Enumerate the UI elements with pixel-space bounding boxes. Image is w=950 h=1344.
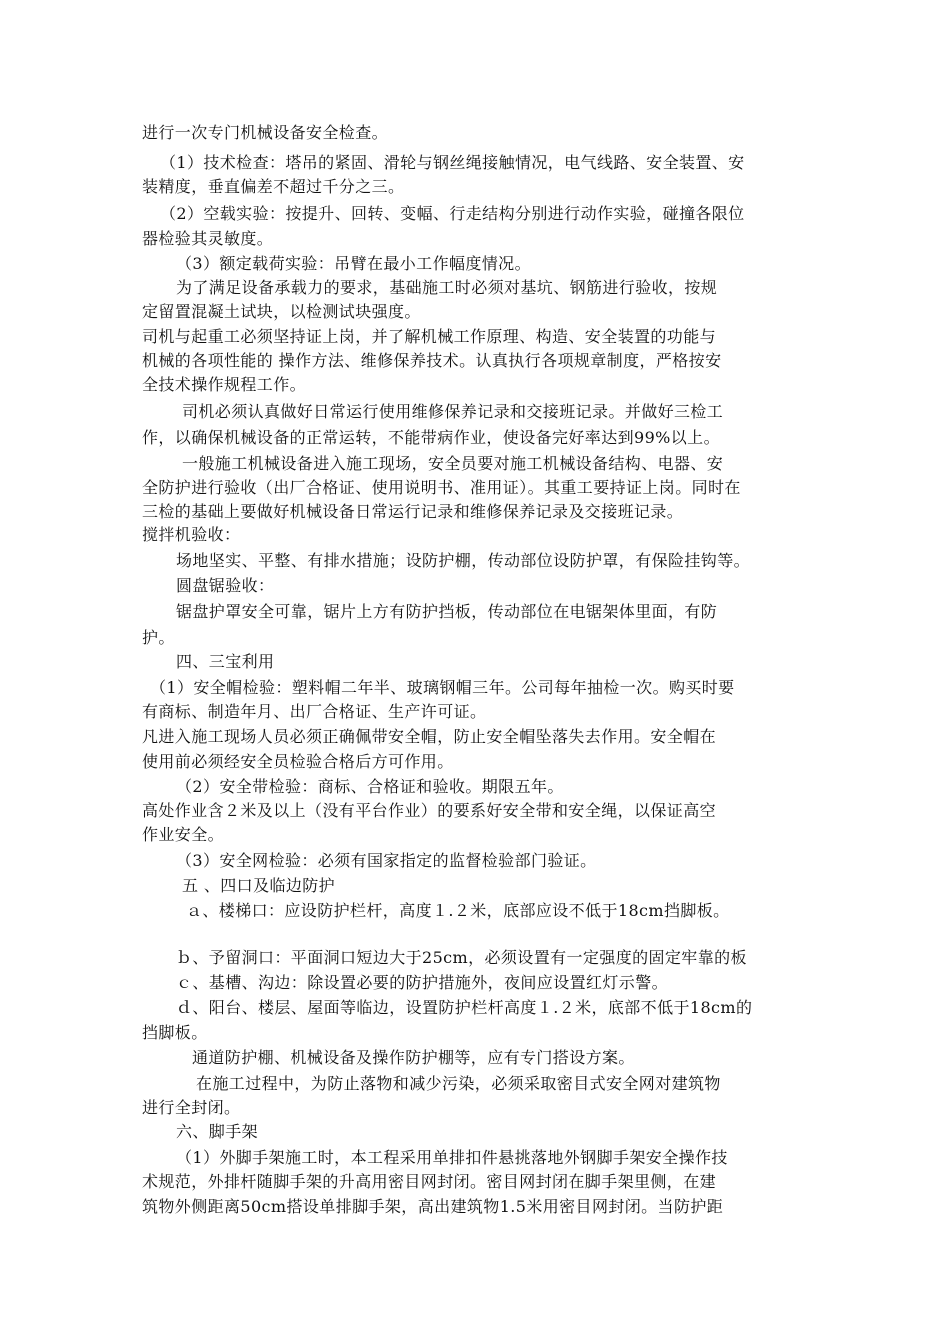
text-line: 三检的基础上要做好机械设备日常运行记录和维修保养记录及交接班记录。 xyxy=(142,502,684,521)
text-line: 全防护进行验收（出厂合格证、使用说明书、准用证）。其重工要持证上岗。同时在 xyxy=(142,478,741,497)
text-line: （1）外脚手架施工时，本工程采用单排扣件悬挑落地外钢脚手架安全操作技 xyxy=(176,1148,728,1167)
text-line: 作业安全。 xyxy=(142,825,225,844)
text-line: 搅拌机验收： xyxy=(142,525,241,544)
text-line: 进行全封闭。 xyxy=(142,1098,241,1117)
section-heading: 六、脚手架 xyxy=(176,1122,259,1141)
text-line: 挡脚板。 xyxy=(142,1023,208,1042)
text-line: 司机必须认真做好日常运行使用维修保养记录和交接班记录。并做好三检工 xyxy=(182,402,724,421)
text-line: 场地坚实、平整、有排水措施；设防护棚，传动部位设防护罩，有保险挂钩等。 xyxy=(176,551,751,570)
section-heading: 五 、四口及临边防护 xyxy=(182,876,336,895)
text-line: 全技术操作规程工作。 xyxy=(142,375,307,394)
text-line: （2）安全带检验：商标、合格证和验收。期限五年。 xyxy=(176,777,564,796)
section-heading: 四、三宝利用 xyxy=(176,652,275,671)
text-line: 在施工过程中，为防止落物和减少污染，必须采取密目式安全网对建筑物 xyxy=(196,1074,721,1093)
text-line: 有商标、制造年月、出厂合格证、生产许可证。 xyxy=(142,702,487,721)
text-line: 为了满足设备承载力的要求，基础施工时必须对基坑、钢筋进行验收，按规 xyxy=(176,278,718,297)
text-line: （1）安全帽检验：塑料帽二年半、玻璃钢帽三年。公司每年抽检一次。购买时要 xyxy=(150,678,735,697)
text-line: 高处作业含２米及以上（没有平台作业）的要系好安全带和安全绳，以保证高空 xyxy=(142,801,717,820)
text-line: （3）安全网检验：必须有国家指定的监督检验部门验证。 xyxy=(176,851,597,870)
text-line: ｄ、阳台、楼层、屋面等临边，设置防护栏杆高度１.２米，底部不低于18cm的 xyxy=(176,998,753,1017)
text-line: 定留置混凝土试块，以检测试块强度。 xyxy=(142,302,421,321)
text-line: 术规范，外排杆随脚手架的升高用密目网封闭。密目网封闭在脚手架里侧，在建 xyxy=(142,1172,717,1191)
text-line: ａ、楼梯口：应设防护栏杆，高度１.２米，底部应设不低于18cm挡脚板。 xyxy=(186,901,730,920)
text-line: ｂ、予留洞口：平面洞口短边大于25cm，必须设置有一定强度的固定牢靠的板 xyxy=(176,948,747,967)
text-line: 锯盘护罩安全可靠，锯片上方有防护挡板，传动部位在电锯架体里面，有防 xyxy=(176,602,718,621)
text-line: 凡进入施工现场人员必须正确佩带安全帽，防止安全帽坠落失去作用。安全帽在 xyxy=(142,727,717,746)
text-line: 圆盘锯验收： xyxy=(176,576,275,595)
text-line: 进行一次专门机械设备安全检查。 xyxy=(142,123,389,142)
text-line: （2）空载实验：按提升、回转、变幅、行走结构分别进行动作实验，碰撞各限位 xyxy=(160,204,745,223)
text-line: （1）技术检查：塔吊的紧固、滑轮与钢丝绳接触情况，电气线路、安全装置、安 xyxy=(160,153,745,172)
text-line: ｃ、基槽、沟边：除设置必要的防护措施外，夜间应设置红灯示警。 xyxy=(176,973,669,992)
text-line: （3）额定载荷实验：吊臂在最小工作幅度情况。 xyxy=(176,254,531,273)
text-line: 装精度，垂直偏差不超过千分之三。 xyxy=(142,177,405,196)
text-line: 作，以确保机械设备的正常运转，不能带病作业，使设备完好率达到99%以上。 xyxy=(142,428,720,447)
text-line: 护。 xyxy=(142,628,175,647)
text-line: 司机与起重工必须坚持证上岗，并了解机械工作原理、构造、安全装置的功能与 xyxy=(142,327,717,346)
text-line: 一般施工机械设备进入施工现场，安全员要对施工机械设备结构、电器、安 xyxy=(182,454,724,473)
text-line: 通道防护棚、机械设备及操作防护棚等，应有专门搭设方案。 xyxy=(192,1048,635,1067)
text-line: 器检验其灵敏度。 xyxy=(142,229,274,248)
text-line: 筑物外侧距离50cm搭设单排脚手架，高出建筑物1.5米用密目网封闭。当防护距 xyxy=(142,1197,724,1216)
text-line: 机械的各项性能的 操作方法、维修保养技术。认真执行各项规章制度，严格按安 xyxy=(142,351,722,370)
text-line: 使用前必须经安全员检验合格后方可作用。 xyxy=(142,752,454,771)
